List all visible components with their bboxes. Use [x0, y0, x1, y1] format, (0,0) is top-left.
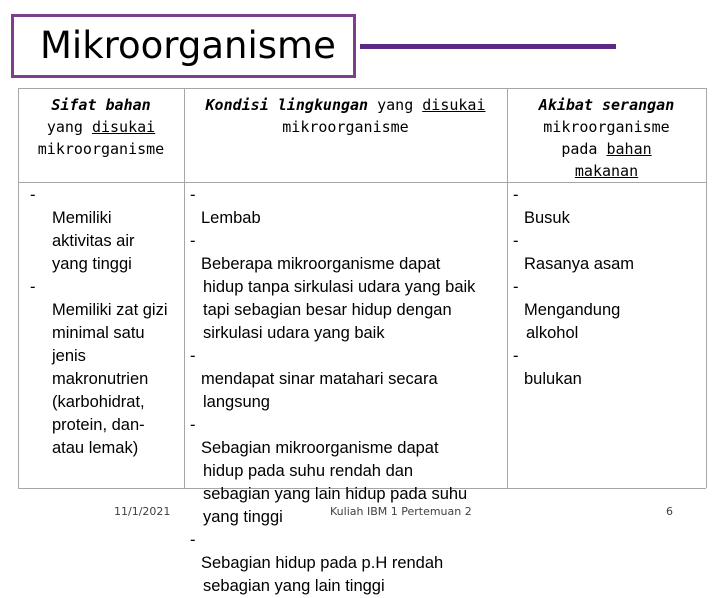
- col-sifat-bahan: [30, 184, 180, 460]
- table-border-top: [18, 88, 706, 89]
- header-akibat-serangan: Akibat serangan mikroorganisme pada bahan makanan: [538, 96, 675, 180]
- footer-course: Kuliah IBM 1 Pertemuan 2: [330, 505, 472, 518]
- list-item: - Lembab: [190, 186, 261, 227]
- list-item: - Busuk: [513, 186, 570, 227]
- list-item: - Memiliki aktivitas air yang tinggi: [30, 186, 135, 273]
- col-kondisi-lingkungan: [190, 184, 505, 598]
- table-header-divider: [18, 182, 706, 183]
- title-accent-line: [360, 44, 616, 49]
- table-border-right: [706, 88, 707, 488]
- list-item: - Rasanya asam: [513, 232, 635, 273]
- list-item: - bulukan: [513, 347, 582, 388]
- table-divider-1: [184, 88, 185, 488]
- slide-title: Mikroorganisme: [40, 24, 336, 67]
- footer-date: 11/1/2021: [114, 505, 171, 518]
- list-item: - mendapat sinar matahari secara langsung: [190, 347, 438, 411]
- footer-page-number: 6: [666, 505, 673, 518]
- list-item: - Mengandung alkohol: [513, 278, 621, 342]
- list-item: - Beberapa mikroorganisme dapat hidup tanpa sirkulasi udara yang baik tapi sebagian besar hidup dengan sirkulasi udara yang baik: [190, 232, 476, 342]
- list-item: - Memiliki zat gizi minimal satu jenis makronutrien (karbohidrat, protein, dan- atau lemak): [30, 278, 168, 457]
- list-item: - Sebagian hidup pada p.H rendah sebagian yang lain tinggi: [190, 531, 444, 595]
- col-akibat-serangan: [513, 184, 703, 391]
- header-sifat-bahan: Sifat bahan yang disukai mikroorganisme: [37, 96, 165, 158]
- header-kondisi-lingkungan: Kondisi lingkungan yang disukai mikroorganisme: [205, 96, 486, 136]
- list-item: - Sebagian mikroorganisme dapat hidup pada suhu rendah dan sebagian yang lain hidup pada suhu yang tinggi: [190, 416, 468, 526]
